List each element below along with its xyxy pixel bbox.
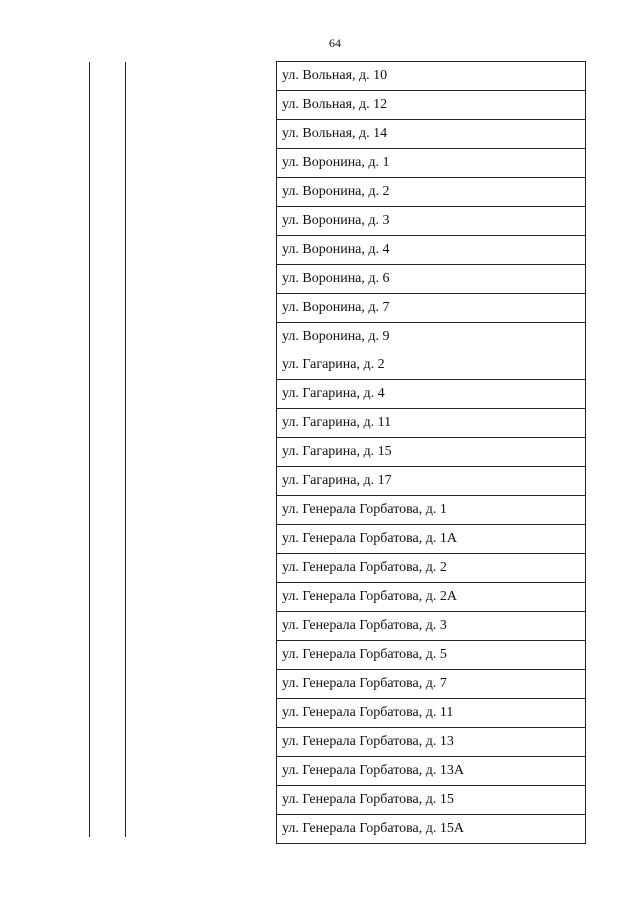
table-row (277, 525, 586, 554)
table-row (277, 496, 586, 525)
address-cell: ул. Генерала Горбатова, д. 2 (277, 554, 586, 583)
address-cell: ул. Генерала Горбатова, д. 7 (277, 670, 586, 699)
table-row (277, 91, 586, 120)
table-row (277, 62, 586, 91)
table-row (277, 265, 586, 294)
address-cell: ул. Воронина, д. 9 (277, 323, 586, 352)
address-cell: ул. Генерала Горбатова, д. 2А (277, 583, 586, 612)
table-row (277, 786, 586, 815)
address-cell: ул. Генерала Горбатова, д. 3 (277, 612, 586, 641)
table-row (277, 757, 586, 786)
address-cell: ул. Генерала Горбатова, д. 15А (277, 815, 586, 844)
address-cell: ул. Гагарина, д. 15 (277, 438, 586, 467)
table-row (277, 294, 586, 323)
address-cell: ул. Вольная, д. 14 (277, 120, 586, 149)
address-cell: ул. Воронина, д. 4 (277, 236, 586, 265)
address-cell: ул. Гагарина, д. 17 (277, 467, 586, 496)
table-row (277, 149, 586, 178)
table-column-divider (125, 62, 126, 837)
address-cell: ул. Генерала Горбатова, д. 15 (277, 786, 586, 815)
address-cell: ул. Генерала Горбатова, д. 1 (277, 496, 586, 525)
address-cell: ул. Воронина, д. 3 (277, 207, 586, 236)
address-cell: ул. Воронина, д. 7 (277, 294, 586, 323)
table-left-border (89, 62, 90, 837)
address-cell: ул. Воронина, д. 2 (277, 178, 586, 207)
address-cell: ул. Воронина, д. 6 (277, 265, 586, 294)
table-row (277, 612, 586, 641)
table-row (277, 120, 586, 149)
address-cell: ул. Воронина, д. 1 (277, 149, 586, 178)
table-row (277, 380, 586, 409)
table-row (277, 323, 586, 352)
table-row (277, 554, 586, 583)
table-row (277, 409, 586, 438)
table-row (277, 670, 586, 699)
table-row (277, 641, 586, 670)
address-cell: ул. Гагарина, д. 11 (277, 409, 586, 438)
address-cell: ул. Генерала Горбатова, д. 11 (277, 699, 586, 728)
address-cell: ул. Гагарина, д. 2 (277, 351, 586, 380)
address-cell: ул. Вольная, д. 10 (277, 62, 586, 91)
table-row (277, 178, 586, 207)
address-cell: ул. Гагарина, д. 4 (277, 380, 586, 409)
address-cell: ул. Генерала Горбатова, д. 13А (277, 757, 586, 786)
table-row (277, 467, 586, 496)
table-row (277, 583, 586, 612)
table-row (277, 438, 586, 467)
address-cell: ул. Генерала Горбатова, д. 5 (277, 641, 586, 670)
table-row (277, 236, 586, 265)
table-row (277, 728, 586, 757)
address-table (276, 61, 586, 844)
address-cell: ул. Генерала Горбатова, д. 1А (277, 525, 586, 554)
address-cell: ул. Вольная, д. 12 (277, 91, 586, 120)
table-row (277, 699, 586, 728)
address-cell: ул. Генерала Горбатова, д. 13 (277, 728, 586, 757)
table-row (277, 815, 586, 844)
table-row (277, 207, 586, 236)
page-number: 64 (329, 36, 341, 50)
table-row (277, 351, 586, 380)
